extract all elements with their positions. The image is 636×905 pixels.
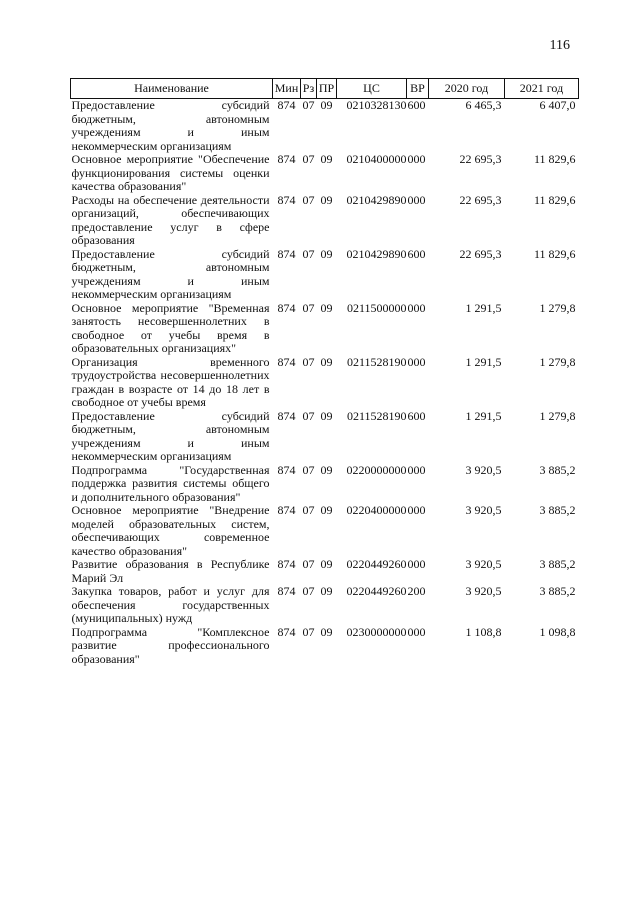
row-amount-2020: 3 920,5 (465, 584, 502, 598)
table-row (71, 248, 579, 302)
row-amount-2021: 3 885,2 (539, 584, 576, 598)
row-vr: 000 (407, 503, 426, 517)
row-cs: 0220449260 (346, 584, 407, 598)
row-pr: 09 (320, 192, 333, 207)
row-min: 874 (277, 98, 296, 112)
row-amount-2020: 6 465,3 (465, 98, 502, 112)
table-row (71, 194, 579, 248)
row-vr: 600 (407, 408, 426, 423)
row-rz: 07 (302, 192, 315, 207)
table-header (71, 79, 579, 99)
row-vr: 600 (407, 246, 426, 261)
table-row (71, 464, 579, 505)
row-pr: 09 (320, 246, 333, 261)
row-min: 874 (277, 192, 296, 207)
row-vr: 000 (407, 192, 426, 207)
row-rz: 07 (302, 408, 315, 423)
row-rz: 07 (302, 624, 315, 639)
table-row (71, 153, 579, 194)
header-rz: Рз (301, 79, 317, 99)
row-name: Развитие образования в Республике Марий Эл (71, 557, 270, 585)
row-min: 874 (277, 152, 296, 166)
row-rz: 07 (302, 462, 315, 477)
row-pr: 09 (320, 354, 333, 369)
budget-table (70, 78, 579, 666)
table-row (71, 99, 579, 154)
row-cs: 0210429890 (346, 246, 407, 261)
row-amount-2021: 1 279,8 (539, 408, 576, 423)
row-pr: 09 (320, 408, 333, 423)
row-vr: 000 (407, 152, 426, 166)
row-pr: 09 (320, 503, 333, 517)
row-amount-2020: 22 695,3 (459, 246, 502, 261)
header-2021: 2021 год (505, 79, 579, 99)
row-name: Основное мероприятие "Внедрение моделей образовательных систем, обеспечивающих современное качество образования" (71, 503, 270, 558)
header-min: Мин (273, 79, 301, 99)
row-amount-2021: 3 885,2 (539, 462, 576, 477)
row-amount-2020: 1 291,5 (465, 300, 502, 315)
row-name: Предоставление субсидий бюджетным, автономным учреждениям и иным некоммерческим организациям (71, 408, 270, 463)
table-row (71, 504, 579, 558)
row-amount-2020: 3 920,5 (465, 503, 502, 517)
row-amount-2021: 6 407,0 (539, 98, 576, 112)
row-name: Предоставление субсидий бюджетным, автономным учреждениям и иным некоммерческим организациям (71, 246, 270, 301)
row-pr: 09 (320, 584, 333, 598)
header-2020: 2020 год (429, 79, 505, 99)
table-row (71, 302, 579, 356)
row-pr: 09 (320, 462, 333, 477)
header-name: Наименование (71, 79, 273, 99)
table-body (71, 99, 579, 667)
row-amount-2021: 1 098,8 (539, 624, 576, 639)
row-name: Подпрограмма "Государственная поддержка развития системы общего и дополнительного образования" (71, 462, 270, 504)
row-pr: 09 (320, 557, 333, 571)
row-cs: 0210400000 (346, 152, 407, 166)
row-amount-2021: 11 829,6 (533, 152, 576, 166)
row-min: 874 (277, 584, 296, 598)
row-cs: 0220400000 (346, 503, 407, 517)
row-amount-2021: 11 829,6 (533, 192, 576, 207)
row-name: Основное мероприятие "Обеспечение функционирования системы оценки качества образования" (71, 152, 270, 193)
row-min: 874 (277, 557, 296, 571)
row-min: 874 (277, 300, 296, 315)
row-amount-2020: 22 695,3 (459, 192, 502, 207)
table-row (71, 585, 579, 626)
row-cs: 0220000000 (346, 462, 407, 477)
row-vr: 600 (407, 98, 426, 112)
row-amount-2020: 1 108,8 (465, 624, 502, 639)
row-min: 874 (277, 503, 296, 517)
table-row (71, 558, 579, 585)
row-vr: 000 (407, 300, 426, 315)
row-vr: 000 (407, 462, 426, 477)
row-pr: 09 (320, 624, 333, 639)
row-name: Предоставление субсидий бюджетным, автономным учреждениям и иным некоммерческим организациям (71, 98, 270, 153)
row-cs: 0210328130 (346, 98, 407, 112)
row-rz: 07 (302, 300, 315, 315)
row-pr: 09 (320, 152, 333, 166)
row-cs: 0210429890 (346, 192, 407, 207)
row-vr: 000 (407, 624, 426, 639)
row-cs: 0230000000 (346, 624, 407, 639)
row-cs: 0211500000 (346, 300, 407, 315)
row-amount-2021: 1 279,8 (539, 300, 576, 315)
row-vr: 000 (407, 354, 426, 369)
row-amount-2020: 22 695,3 (459, 152, 502, 166)
row-cs: 0211528190 (346, 408, 407, 423)
row-amount-2020: 1 291,5 (465, 354, 502, 369)
row-name: Закупка товаров, работ и услуг для обеспечения государственных (муниципальных) нужд (71, 584, 270, 625)
row-name: Подпрограмма "Комплексное развитие профессионального образования" (71, 624, 270, 666)
row-rz: 07 (302, 246, 315, 261)
row-min: 874 (277, 462, 296, 477)
table-row (71, 410, 579, 464)
row-cs: 0211528190 (346, 354, 407, 369)
table-row (71, 356, 579, 410)
page-number: 116 (549, 38, 570, 53)
row-rz: 07 (302, 503, 315, 517)
row-amount-2021: 1 279,8 (539, 354, 576, 369)
row-min: 874 (277, 408, 296, 423)
row-amount-2020: 1 291,5 (465, 408, 502, 423)
header-cs: ЦС (337, 79, 407, 99)
row-min: 874 (277, 354, 296, 369)
row-name: Расходы на обеспечение деятельности организаций, обеспечивающих предоставление услуг в сфере образования (71, 192, 270, 247)
row-amount-2020: 3 920,5 (465, 462, 502, 477)
budget-table-container (70, 78, 578, 666)
row-amount-2021: 11 829,6 (533, 246, 576, 261)
row-rz: 07 (302, 152, 315, 166)
header-vr: ВР (407, 79, 429, 99)
row-rz: 07 (302, 354, 315, 369)
row-amount-2020: 3 920,5 (465, 557, 502, 571)
row-min: 874 (277, 624, 296, 639)
row-name: Основное мероприятие "Временная занятость несовершеннолетних в свободное от учебы время в образовательных организациях" (71, 300, 270, 355)
row-rz: 07 (302, 557, 315, 571)
header-pr: ПР (317, 79, 337, 99)
row-name: Организация временного трудоустройства несовершеннолетних граждан в возрасте от 14 до 18 лет в свободное от учебы время (71, 354, 270, 409)
table-row (71, 626, 579, 667)
row-pr: 09 (320, 300, 333, 315)
row-cs: 0220449260 (346, 557, 407, 571)
row-amount-2021: 3 885,2 (539, 557, 576, 571)
row-pr: 09 (320, 98, 333, 112)
row-min: 874 (277, 246, 296, 261)
row-amount-2021: 3 885,2 (539, 503, 576, 517)
row-rz: 07 (302, 98, 315, 112)
row-vr: 000 (407, 557, 426, 571)
row-vr: 200 (407, 584, 426, 598)
row-rz: 07 (302, 584, 315, 598)
